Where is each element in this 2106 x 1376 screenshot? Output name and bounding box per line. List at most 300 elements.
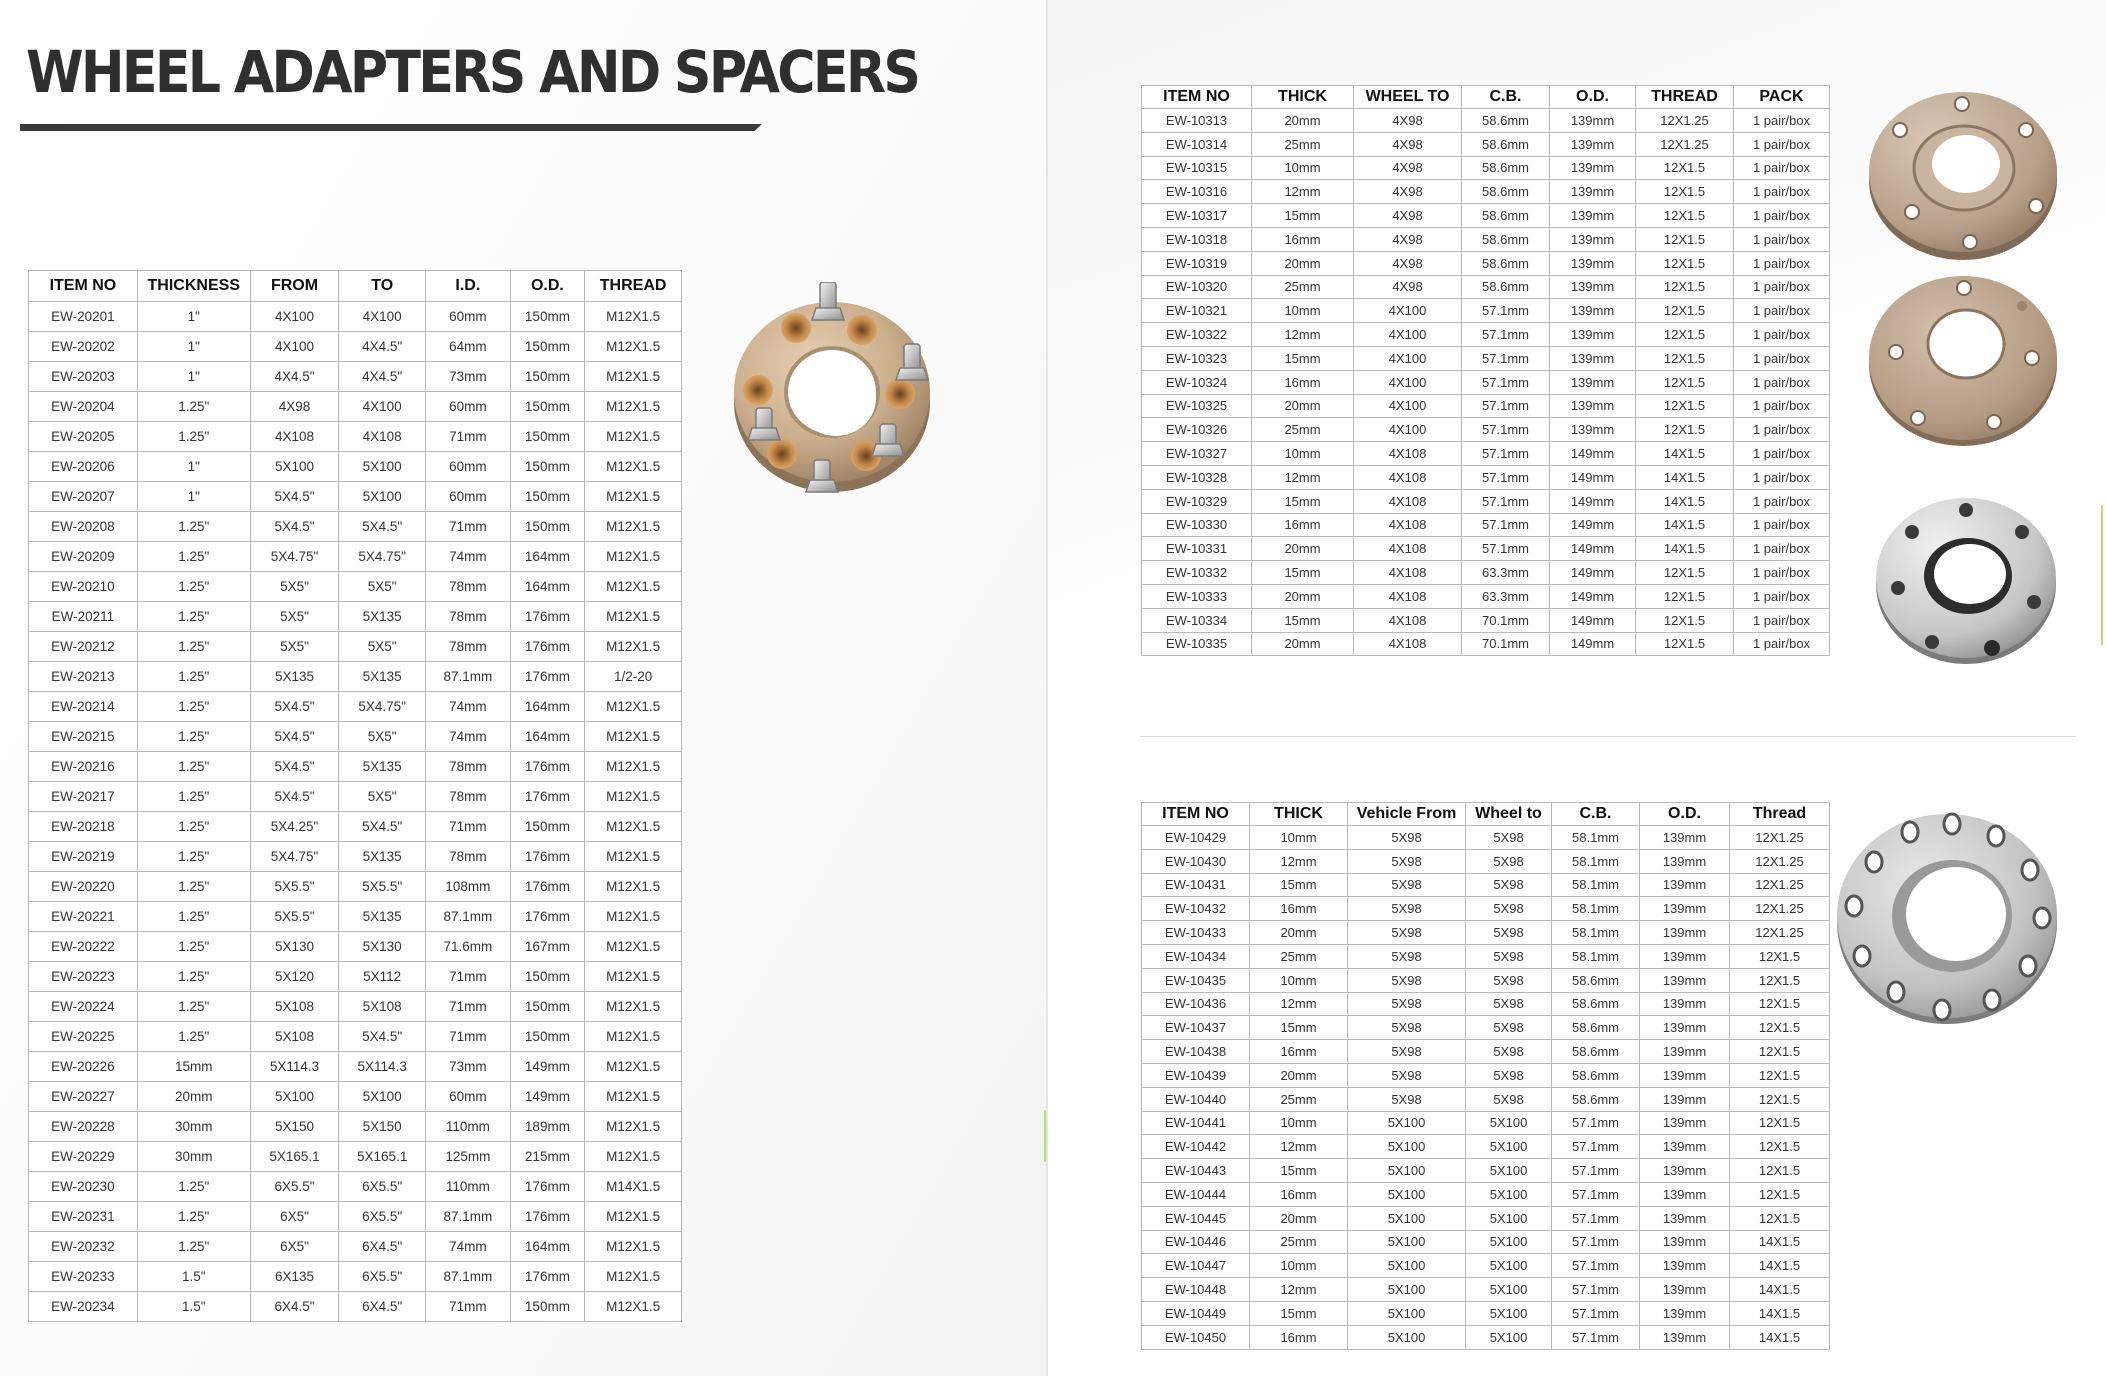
table-cell: M12X1.5 <box>585 1202 682 1232</box>
table-cell: 150mm <box>510 512 585 542</box>
column-header: THICK <box>1252 86 1354 109</box>
table-cell: 150mm <box>510 302 585 332</box>
table-cell: 1.25" <box>137 722 250 752</box>
table-cell: 71mm <box>426 1022 511 1052</box>
column-header: TO <box>339 271 426 302</box>
table-cell: 15mm <box>1250 1301 1348 1325</box>
wheel-spacer-icon <box>1869 276 2057 446</box>
table-row <box>1142 465 1830 489</box>
table-cell: 57.1mm <box>1552 1111 1640 1135</box>
table-row <box>29 302 682 332</box>
table-cell: M12X1.5 <box>585 482 682 512</box>
table-cell: 5X98 <box>1466 826 1552 850</box>
table-cell: 4X108 <box>1354 561 1462 585</box>
table-cell: 58.6mm <box>1462 156 1550 180</box>
table-row <box>1142 1206 1830 1230</box>
table-cell: EW-20213 <box>29 662 138 692</box>
table-cell: 57.1mm <box>1462 537 1550 561</box>
table-cell: 4X98 <box>1354 132 1462 156</box>
table-cell: 4X108 <box>1354 465 1462 489</box>
table-cell: EW-10438 <box>1142 1040 1250 1064</box>
table-row <box>1142 156 1830 180</box>
table-cell: 6X5.5" <box>339 1172 426 1202</box>
table-cell: 4X108 <box>1354 513 1462 537</box>
table-cell: 139mm <box>1550 180 1636 204</box>
table-cell: 12X1.5 <box>1730 1016 1830 1040</box>
table-cell: 10mm <box>1250 1254 1348 1278</box>
table-cell: 6X4.5" <box>339 1292 426 1322</box>
table-cell: 60mm <box>426 302 511 332</box>
table-row <box>29 932 682 962</box>
table-cell: 1.25" <box>137 1022 250 1052</box>
table-row <box>29 1112 682 1142</box>
table-cell: 6X135 <box>250 1262 339 1292</box>
table-row <box>29 1022 682 1052</box>
wheel-spacer-icon <box>1876 498 2056 664</box>
table-cell: 57.1mm <box>1552 1325 1640 1349</box>
table-cell: 5X108 <box>250 992 339 1022</box>
table-cell: 14X1.5 <box>1636 537 1734 561</box>
table-cell: 139mm <box>1640 1278 1730 1302</box>
table-cell: 5X98 <box>1466 1016 1552 1040</box>
table-cell: EW-10318 <box>1142 227 1252 251</box>
table-cell: 70.1mm <box>1462 608 1550 632</box>
table-cell: 14X1.5 <box>1636 489 1734 513</box>
table-row <box>1142 1278 1830 1302</box>
table-row <box>1142 370 1830 394</box>
table-cell: EW-10317 <box>1142 204 1252 228</box>
table-cell: M12X1.5 <box>585 1292 682 1322</box>
table-row <box>29 902 682 932</box>
table-row <box>1142 584 1830 608</box>
table-cell: 58.6mm <box>1552 1040 1640 1064</box>
table-cell: 63.3mm <box>1462 561 1550 585</box>
table-cell: 5X98 <box>1466 1087 1552 1111</box>
table-cell: 1 pair/box <box>1734 537 1830 561</box>
table-cell: 57.1mm <box>1462 418 1550 442</box>
table-cell: EW-20225 <box>29 1022 138 1052</box>
table-cell: EW-10448 <box>1142 1278 1250 1302</box>
table-cell: 139mm <box>1640 968 1730 992</box>
table-cell: 15mm <box>1250 873 1348 897</box>
table-cell: 5X5.5" <box>250 902 339 932</box>
table-cell: 149mm <box>510 1082 585 1112</box>
table-cell: 57.1mm <box>1552 1135 1640 1159</box>
table-cell: 139mm <box>1640 1230 1730 1254</box>
table-cell: 4X108 <box>250 422 339 452</box>
table-cell: 4X108 <box>339 422 426 452</box>
table-cell: 1 pair/box <box>1734 608 1830 632</box>
table-cell: 6X5.5" <box>250 1172 339 1202</box>
table-row <box>1142 1040 1830 1064</box>
table-cell: 5X5" <box>339 572 426 602</box>
table-cell: 4X108 <box>1354 608 1462 632</box>
table-cell: EW-10314 <box>1142 132 1252 156</box>
table-cell: 25mm <box>1250 1230 1348 1254</box>
table-cell: 15mm <box>1252 204 1354 228</box>
table-cell: 4X100 <box>1354 418 1462 442</box>
table-cell: 5X100 <box>1466 1182 1552 1206</box>
table-cell: 4X98 <box>250 392 339 422</box>
table-cell: 57.1mm <box>1462 489 1550 513</box>
table-cell: 149mm <box>1550 561 1636 585</box>
table-cell: 150mm <box>510 422 585 452</box>
table-cell: 58.6mm <box>1552 1063 1640 1087</box>
table-cell: 5X4.75" <box>339 542 426 572</box>
table-cell: 4X98 <box>1354 275 1462 299</box>
table-cell: 1.25" <box>137 1172 250 1202</box>
table-cell: 10mm <box>1252 299 1354 323</box>
table-row <box>1142 442 1830 466</box>
table-cell: 15mm <box>1252 608 1354 632</box>
table-cell: 139mm <box>1640 849 1730 873</box>
table-cell: EW-20214 <box>29 692 138 722</box>
table-cell: 12X1.25 <box>1730 873 1830 897</box>
table-cell: 4X98 <box>1354 251 1462 275</box>
table-cell: 5X98 <box>1348 1063 1466 1087</box>
table-cell: 150mm <box>510 1292 585 1322</box>
table-cell: 1.5" <box>137 1292 250 1322</box>
table-cell: 58.1mm <box>1552 944 1640 968</box>
spacers-table-top <box>1141 85 1830 656</box>
table-cell: 176mm <box>510 842 585 872</box>
column-header: FROM <box>250 271 339 302</box>
table-cell: 58.6mm <box>1462 109 1550 133</box>
table-cell: EW-20208 <box>29 512 138 542</box>
table-cell: M12X1.5 <box>585 1022 682 1052</box>
table-cell: 30mm <box>137 1142 250 1172</box>
table-cell: 5X135 <box>339 662 426 692</box>
table-row <box>1142 561 1830 585</box>
column-header: Wheel to <box>1466 803 1552 826</box>
table-cell: 74mm <box>426 1232 511 1262</box>
table-cell: EW-10447 <box>1142 1254 1250 1278</box>
table-cell: 150mm <box>510 482 585 512</box>
table-cell: 20mm <box>1252 632 1354 656</box>
table-cell: 139mm <box>1640 1111 1730 1135</box>
table-cell: 1 pair/box <box>1734 275 1830 299</box>
table-cell: 1.5" <box>137 1262 250 1292</box>
table-cell: 60mm <box>426 482 511 512</box>
table-cell: 110mm <box>426 1172 511 1202</box>
table-cell: EW-20234 <box>29 1292 138 1322</box>
table-cell: 14X1.5 <box>1730 1254 1830 1278</box>
column-header: O.D. <box>1640 803 1730 826</box>
table-cell: 1.25" <box>137 992 250 1022</box>
table-cell: 1 pair/box <box>1734 632 1830 656</box>
table-cell: 1.25" <box>137 812 250 842</box>
table-cell: EW-10321 <box>1142 299 1252 323</box>
table-cell: 58.6mm <box>1552 992 1640 1016</box>
table-cell: EW-20228 <box>29 1112 138 1142</box>
table-cell: 71.6mm <box>426 932 511 962</box>
table-cell: 10mm <box>1250 1111 1348 1135</box>
table-cell: 139mm <box>1640 1063 1730 1087</box>
table-cell: EW-10450 <box>1142 1325 1250 1349</box>
table-cell: 6X5.5" <box>339 1202 426 1232</box>
table-row <box>1142 1135 1830 1159</box>
table-cell: 1" <box>137 362 250 392</box>
table-cell: 5X5" <box>339 632 426 662</box>
table-cell: 15mm <box>1250 1016 1348 1040</box>
section-divider <box>1140 736 2076 737</box>
table-row <box>29 482 682 512</box>
table-cell: EW-20231 <box>29 1202 138 1232</box>
table-cell: 1 pair/box <box>1734 227 1830 251</box>
table-cell: 78mm <box>426 602 511 632</box>
table-cell: EW-10442 <box>1142 1135 1250 1159</box>
table-cell: 5X98 <box>1466 1063 1552 1087</box>
table-cell: 58.6mm <box>1552 1016 1640 1040</box>
table-row <box>29 1172 682 1202</box>
table-row <box>1142 109 1830 133</box>
table-cell: 78mm <box>426 782 511 812</box>
table-cell: 5X4.75" <box>250 542 339 572</box>
table-cell: 5X135 <box>250 662 339 692</box>
table-cell: 5X4.5" <box>250 752 339 782</box>
table-cell: 1 pair/box <box>1734 442 1830 466</box>
table-cell: 108mm <box>426 872 511 902</box>
table-cell: 5X98 <box>1348 826 1466 850</box>
page-spine <box>1046 0 1048 1376</box>
table-cell: 139mm <box>1550 346 1636 370</box>
table-cell: 12X1.5 <box>1636 632 1734 656</box>
table-cell: M12X1.5 <box>585 632 682 662</box>
table-cell: EW-20204 <box>29 392 138 422</box>
table-cell: 5X100 <box>339 452 426 482</box>
table-cell: 78mm <box>426 572 511 602</box>
table-cell: EW-10330 <box>1142 513 1252 537</box>
table-cell: EW-10335 <box>1142 632 1252 656</box>
table-cell: 164mm <box>510 1232 585 1262</box>
table-cell: 78mm <box>426 632 511 662</box>
table-cell: 5X108 <box>250 1022 339 1052</box>
table-cell: 12X1.5 <box>1636 251 1734 275</box>
table-row <box>1142 608 1830 632</box>
table-row <box>1142 204 1830 228</box>
table-cell: 150mm <box>510 812 585 842</box>
table-cell: EW-20203 <box>29 362 138 392</box>
table-cell: 1 pair/box <box>1734 513 1830 537</box>
table-cell: 5X98 <box>1466 992 1552 1016</box>
table-cell: M14X1.5 <box>585 1172 682 1202</box>
table-cell: 5X5" <box>250 602 339 632</box>
table-cell: 1.25" <box>137 782 250 812</box>
table-cell: 164mm <box>510 722 585 752</box>
table-cell: M12X1.5 <box>585 872 682 902</box>
table-cell: EW-10432 <box>1142 897 1250 921</box>
table-cell: EW-10430 <box>1142 849 1250 873</box>
table-cell: M12X1.5 <box>585 692 682 722</box>
table-cell: 58.1mm <box>1552 921 1640 945</box>
column-header: PACK <box>1734 86 1830 109</box>
adapters-table <box>28 270 682 1322</box>
table-cell: 5X100 <box>1348 1301 1466 1325</box>
table-cell: 125mm <box>426 1142 511 1172</box>
table-cell: 4X4.5" <box>250 362 339 392</box>
table-cell: 1.25" <box>137 512 250 542</box>
table-cell: 12X1.5 <box>1730 1135 1830 1159</box>
table-cell: EW-10433 <box>1142 921 1250 945</box>
table-cell: 176mm <box>510 1172 585 1202</box>
table-cell: 1 pair/box <box>1734 299 1830 323</box>
table-cell: 58.1mm <box>1552 873 1640 897</box>
table-cell: 4X100 <box>339 302 426 332</box>
table-cell: 5X100 <box>1348 1206 1466 1230</box>
table-cell: 5X130 <box>250 932 339 962</box>
table-cell: 139mm <box>1640 921 1730 945</box>
table-cell: M12X1.5 <box>585 1112 682 1142</box>
table-cell: EW-20216 <box>29 752 138 782</box>
table-cell: 1.25" <box>137 692 250 722</box>
table-cell: 15mm <box>1252 561 1354 585</box>
table-cell: 150mm <box>510 332 585 362</box>
table-cell: 5X4.5" <box>339 1022 426 1052</box>
table-cell: EW-20229 <box>29 1142 138 1172</box>
table-cell: EW-10449 <box>1142 1301 1250 1325</box>
table-cell: 139mm <box>1640 1159 1730 1183</box>
table-row <box>1142 992 1830 1016</box>
table-cell: 167mm <box>510 932 585 962</box>
table-cell: EW-10323 <box>1142 346 1252 370</box>
table-cell: 12X1.5 <box>1730 944 1830 968</box>
table-cell: 4X98 <box>1354 227 1462 251</box>
table-cell: 5X100 <box>1466 1230 1552 1254</box>
table-cell: 74mm <box>426 692 511 722</box>
table-cell: 149mm <box>1550 608 1636 632</box>
table-cell: 30mm <box>137 1112 250 1142</box>
table-cell: 5X100 <box>339 1082 426 1112</box>
table-cell: 20mm <box>1252 394 1354 418</box>
table-row <box>29 752 682 782</box>
table-cell: 1/2-20 <box>585 662 682 692</box>
table-cell: 5X100 <box>1348 1135 1466 1159</box>
table-cell: 12X1.25 <box>1730 826 1830 850</box>
table-cell: 150mm <box>510 392 585 422</box>
table-cell: 12X1.5 <box>1730 992 1830 1016</box>
table-cell: 5X98 <box>1348 944 1466 968</box>
table-cell: 14X1.5 <box>1730 1301 1830 1325</box>
table-cell: 139mm <box>1550 323 1636 347</box>
table-cell: M12X1.5 <box>585 572 682 602</box>
table-cell: 1 pair/box <box>1734 561 1830 585</box>
table-cell: EW-20217 <box>29 782 138 812</box>
table-cell: 150mm <box>510 992 585 1022</box>
table-cell: 58.1mm <box>1552 826 1640 850</box>
table-cell: 189mm <box>510 1112 585 1142</box>
table-row <box>1142 1016 1830 1040</box>
table-cell: M12X1.5 <box>585 992 682 1022</box>
table-cell: 25mm <box>1252 418 1354 442</box>
table-cell: EW-20209 <box>29 542 138 572</box>
table-row <box>29 1232 682 1262</box>
table-cell: 16mm <box>1250 1182 1348 1206</box>
table-cell: 5X100 <box>1466 1301 1552 1325</box>
table-row <box>29 872 682 902</box>
table-cell: 12mm <box>1250 992 1348 1016</box>
table-row <box>1142 1325 1830 1349</box>
table-row <box>29 602 682 632</box>
table-cell: 5X100 <box>1348 1254 1466 1278</box>
table-cell: 176mm <box>510 902 585 932</box>
table-cell: 1.25" <box>137 662 250 692</box>
table-cell: 20mm <box>1252 584 1354 608</box>
table-cell: 164mm <box>510 692 585 722</box>
table-cell: 12X1.5 <box>1730 1182 1830 1206</box>
table-row <box>29 662 682 692</box>
table-cell: 139mm <box>1640 1325 1730 1349</box>
table-cell: 71mm <box>426 992 511 1022</box>
table-cell: 12X1.5 <box>1730 1111 1830 1135</box>
table-cell: 12X1.5 <box>1730 968 1830 992</box>
table-cell: 4X108 <box>1354 537 1462 561</box>
table-cell: 12X1.25 <box>1730 849 1830 873</box>
table-cell: 10mm <box>1252 156 1354 180</box>
table-cell: 139mm <box>1640 1040 1730 1064</box>
table-cell: 139mm <box>1550 370 1636 394</box>
table-cell: EW-20205 <box>29 422 138 452</box>
table-cell: 10mm <box>1252 442 1354 466</box>
table-cell: 139mm <box>1550 394 1636 418</box>
table-cell: EW-10445 <box>1142 1206 1250 1230</box>
table-cell: 5X4.5" <box>250 482 339 512</box>
table-cell: M12X1.5 <box>585 1262 682 1292</box>
table-cell: 57.1mm <box>1552 1230 1640 1254</box>
table-cell: EW-20233 <box>29 1262 138 1292</box>
table-cell: EW-10443 <box>1142 1159 1250 1183</box>
table-cell: 15mm <box>137 1052 250 1082</box>
table-cell: EW-20222 <box>29 932 138 962</box>
table-row <box>29 812 682 842</box>
table-cell: 16mm <box>1250 1325 1348 1349</box>
table-cell: 5X114.3 <box>250 1052 339 1082</box>
table-cell: 5X100 <box>1348 1230 1466 1254</box>
table-cell: 5X100 <box>1466 1325 1552 1349</box>
table-cell: 12X1.5 <box>1636 323 1734 347</box>
table-cell: 4X100 <box>250 332 339 362</box>
table-row <box>1142 1111 1830 1135</box>
table-cell: 16mm <box>1252 227 1354 251</box>
table-cell: 57.1mm <box>1462 370 1550 394</box>
table-cell: 16mm <box>1250 1040 1348 1064</box>
table-cell: M12X1.5 <box>585 842 682 872</box>
silver-spacer-photo-1 <box>1872 492 2060 666</box>
spacers-table-bottom <box>1141 802 1830 1350</box>
table-cell: 58.1mm <box>1552 849 1640 873</box>
table-cell: EW-20223 <box>29 962 138 992</box>
table-cell: 60mm <box>426 1082 511 1112</box>
table-row <box>29 422 682 452</box>
table-row <box>29 1292 682 1322</box>
table-cell: 12mm <box>1252 465 1354 489</box>
table-cell: EW-10331 <box>1142 537 1252 561</box>
table-cell: 12mm <box>1250 849 1348 873</box>
table-cell: 60mm <box>426 392 511 422</box>
table-cell: EW-20224 <box>29 992 138 1022</box>
table-row <box>1142 418 1830 442</box>
table-cell: 12X1.5 <box>1636 370 1734 394</box>
table-cell: 57.1mm <box>1462 442 1550 466</box>
table-cell: 1 pair/box <box>1734 180 1830 204</box>
table-row <box>1142 180 1830 204</box>
bronze-spacer-photo-1 <box>1866 84 2060 262</box>
column-header: ITEM NO <box>1142 86 1252 109</box>
table-cell: M12X1.5 <box>585 512 682 542</box>
table-row <box>1142 944 1830 968</box>
table-cell: 139mm <box>1640 992 1730 1016</box>
table-cell: 57.1mm <box>1462 346 1550 370</box>
table-row <box>29 392 682 422</box>
